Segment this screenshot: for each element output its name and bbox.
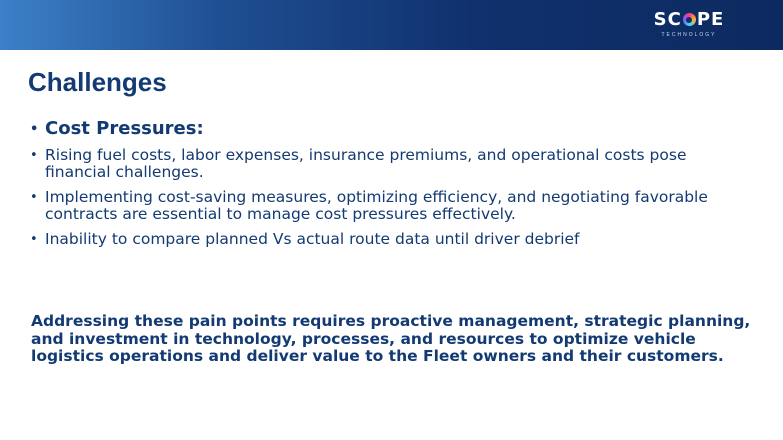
logo-ring-icon xyxy=(683,13,696,26)
bullet-text: Inability to compare planned Vs actual route data until driver debrief xyxy=(45,230,580,248)
bullet-text: Cost Pressures: xyxy=(45,118,204,139)
bullet-list xyxy=(30,118,756,256)
bullet-dot-icon: • xyxy=(30,232,38,247)
top-banner xyxy=(0,0,783,50)
summary-paragraph: Addressing these pain points requires proactive management, strategic planning, and investment in technology, processes, and resources to optimize vehicle logistics operations and deliver value to the Fleet owners and their customers. xyxy=(31,312,751,365)
logo-subtext: TECHNOLOGY xyxy=(661,32,717,38)
bullet-item xyxy=(30,231,756,248)
bullet-heading-cost-pressures xyxy=(30,118,756,140)
logo-wordmark xyxy=(637,9,741,31)
bullet-text: Implementing cost-saving measures, optimizing efficiency, and negotiating favorable contracts are essential to manage cost pressures effectively. xyxy=(45,188,708,223)
scope-technology-logo xyxy=(637,9,741,41)
bullet-dot-icon: • xyxy=(30,122,39,137)
slide-title: Challenges xyxy=(28,67,167,97)
bullet-item xyxy=(30,189,756,223)
logo-letters-start: SC xyxy=(653,9,682,30)
bullet-dot-icon: • xyxy=(30,148,38,163)
bullet-item xyxy=(30,147,756,181)
bullet-text: Rising fuel costs, labor expenses, insurance premiums, and operational costs pose financial challenges. xyxy=(45,146,687,181)
bullet-dot-icon: • xyxy=(30,190,38,205)
logo-letters-end: PE xyxy=(696,9,725,30)
